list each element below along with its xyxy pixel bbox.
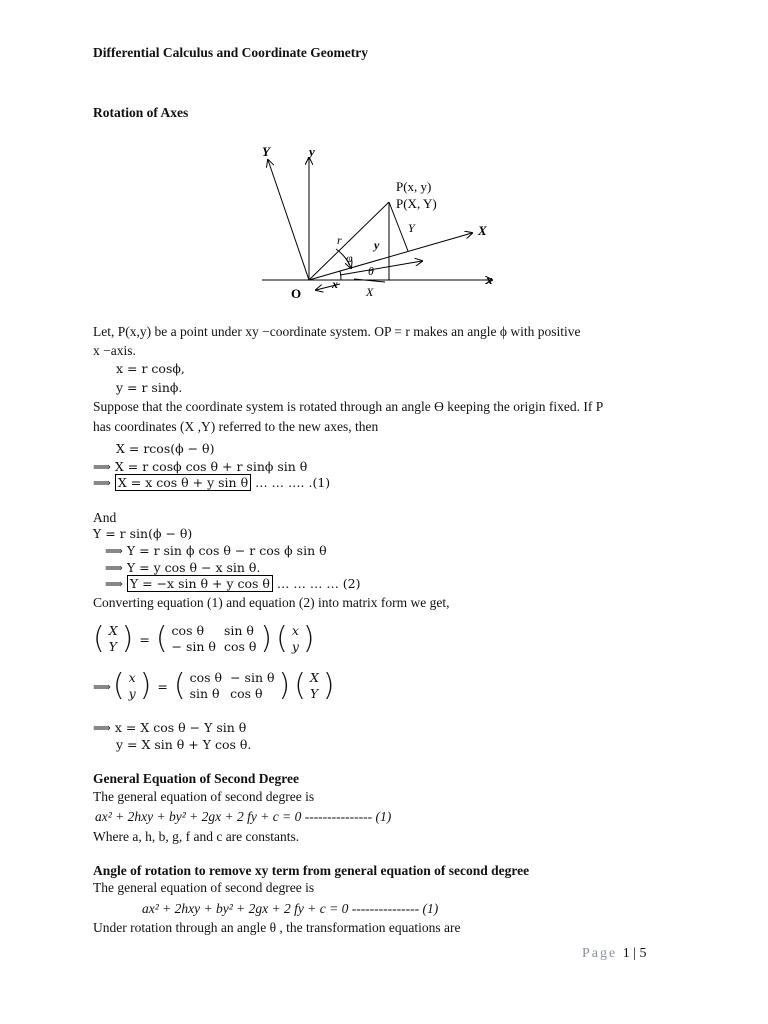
matrix-equation-1: ( X Y ) = ( cos θ sin θ − sin θ cos θ ) ( x y )	[93, 621, 315, 656]
label-Y-axis: Y	[262, 144, 270, 159]
label-Y-seg: Y	[408, 221, 415, 235]
eq-Y-2: ⟹ Y = r sin ϕ cos θ − r cos ϕ sin θ	[105, 543, 327, 558]
general-eq-2: ax² + 2hxy + by² + 2gx + 2 fy + c = 0 --------------- (1)	[142, 901, 439, 916]
rotation-line-1: Suppose that the coordinate system is rotated through an angle ϴ keeping the origin fixed. If P	[93, 399, 604, 414]
intro-line-1: Let, P(x,y) be a point under xy −coordinate system. OP = r makes an angle ϕ with positive	[93, 324, 581, 339]
eq-X-1: X = rcos(ϕ − θ)	[116, 441, 215, 456]
label-point-XY: P(X, Y)	[396, 196, 437, 211]
boxed-eq-1: X = x cos θ + y sin θ	[115, 474, 251, 491]
section-heading-angle-of-rotation: Angle of rotation to remove xy term from general equation of second degree	[93, 863, 530, 878]
label-phi: φ	[346, 251, 353, 265]
running-header: Differential Calculus and Coordinate Geometry	[93, 45, 368, 60]
eq-X-2: ⟹ X = r cosϕ cos θ + r sinϕ sin θ	[93, 459, 308, 474]
label-point-xy: P(x, y)	[396, 179, 432, 194]
label-x-seg: x	[332, 277, 338, 291]
Y-axis-line	[268, 160, 309, 280]
eq-X-3: ⟹ X = x cos θ + y sin θ … … …. .(1)	[93, 475, 331, 490]
section-heading-general-equation: General Equation of Second Degree	[93, 771, 299, 786]
matrix-equation-2: ⟹ ( x y ) = ( cos θ − sin θ sin θ cos θ ) ( X Y )	[93, 668, 335, 703]
inverse-eq-2: y = X sin θ + Y cos θ.	[116, 737, 252, 752]
label-x-axis: x	[486, 272, 493, 287]
label-theta: θ	[368, 264, 374, 278]
transformation-text: Under rotation through an angle θ , the transformation equations are	[93, 920, 461, 935]
label-y-seg: y	[374, 238, 380, 252]
eq-Y-3: ⟹ Y = y cos θ − x sin θ.	[105, 560, 261, 575]
eq-Y-4: ⟹ Y = −x sin θ + y cos θ … … … … (2)	[105, 576, 361, 591]
constants-text: Where a, h, b, g, f and c are constants.	[93, 829, 300, 844]
general-eq-intro: The general equation of second degree is	[93, 789, 315, 804]
and-text: And	[93, 510, 117, 525]
eq-x: x = r cosϕ,	[116, 361, 185, 376]
page-number: 1 | 5	[622, 946, 647, 961]
rotation-diagram	[240, 140, 520, 305]
label-y-axis: y	[309, 144, 315, 159]
label-origin: O	[291, 286, 302, 301]
eq-y: y = r sinϕ.	[116, 380, 183, 395]
convert-text: Converting equation (1) and equation (2) into matrix form we get,	[93, 595, 450, 610]
eq-Y-1: Y = r sin(ϕ − θ)	[93, 526, 193, 541]
intro-line-2: x −axis.	[93, 343, 136, 358]
section-heading-rotation: Rotation of Axes	[93, 105, 189, 120]
label-X-axis: X	[478, 223, 487, 238]
label-r: r	[337, 233, 342, 247]
angle-intro: The general equation of second degree is	[93, 880, 315, 895]
page-word: Page	[582, 946, 618, 961]
label-X-seg: X	[366, 285, 374, 299]
page-footer	[582, 946, 647, 962]
rotation-line-2: has coordinates (X ,Y) referred to the new axes, then	[93, 419, 379, 434]
boxed-eq-2: Y = −x sin θ + y cos θ	[127, 575, 273, 592]
inverse-eq-1: ⟹ x = X cos θ − Y sin θ	[93, 720, 247, 735]
general-eq-1: ax² + 2hxy + by² + 2gx + 2 fy + c = 0 --------------- (1)	[95, 809, 392, 824]
